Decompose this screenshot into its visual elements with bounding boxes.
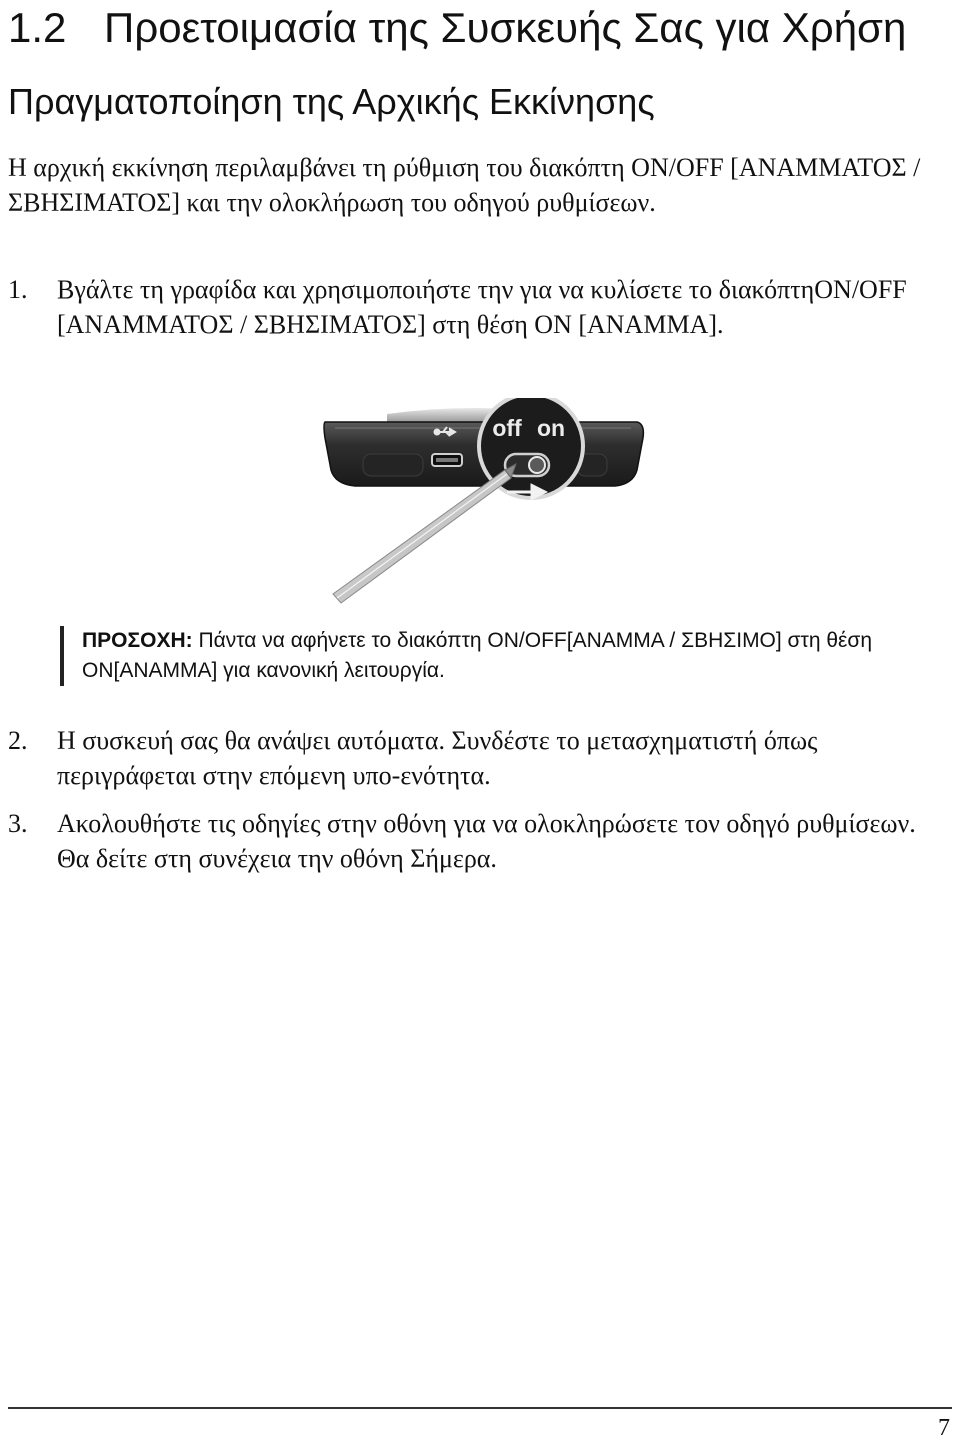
step-3 bbox=[8, 806, 948, 876]
device-switch-illustration bbox=[315, 398, 650, 608]
footer-divider bbox=[8, 1407, 952, 1409]
step-number: 2. bbox=[8, 726, 28, 755]
on-label: on bbox=[536, 415, 566, 441]
caution-note bbox=[60, 626, 952, 686]
device-switch-drawing bbox=[315, 398, 650, 608]
caution-label: ΠΡΟΣΟΧΗ: bbox=[82, 629, 193, 652]
intro-paragraph: Η αρχική εκκίνηση περιλαμβάνει τη ρύθμιση του διακόπτη ON/OFF [ΑΝΑΜΜΑΤΟΣ / ΣΒΗΣΙΜΑΤΟΣ] και την ολοκλήρωση του οδηγού ρυθμίσεων. bbox=[8, 153, 921, 217]
step-number: 1. bbox=[8, 275, 28, 304]
caution-text: Πάντα να αφήνετε το διακόπτη ON/OFF[ΑΝΑΜΜΑ / ΣΒΗΣΙΜΟ] στη θέση ON[ΑΝΑΜΜΑ] για κανονική λειτουργία. bbox=[82, 629, 873, 682]
section-title bbox=[8, 4, 906, 52]
step-text: Βγάλτε τη γραφίδα και χρησιμοποιήστε την για να κυλίσετε το διακόπτηON/OFF [ΑΝΑΜΜΑΤΟΣ / ΣΒΗΣΙΜΑΤΟΣ] στη θέση ON [ΑΝΑΜΜΑ]. bbox=[57, 275, 907, 339]
step-1 bbox=[8, 272, 948, 342]
page-number: 7 bbox=[938, 1415, 950, 1441]
section-number: 1.2 bbox=[8, 4, 67, 51]
step-text: Η συσκευή σας θα ανάψει αυτόματα. Συνδέστε το μετασχηματιστή όπως περιγράφεται στην επόμενη υπο-ενότητα. bbox=[57, 726, 818, 790]
switch-knob bbox=[529, 457, 545, 473]
step-text: Ακολουθήστε τις οδηγίες στην οθόνη για να ολοκληρώσετε τον οδηγό ρυθμίσεων. Θα δείτε στη συνέχεια την οθόνη Σήμερα. bbox=[57, 809, 916, 873]
subsection-title: Πραγματοποίηση της Αρχικής Εκκίνησης bbox=[8, 81, 655, 122]
step-number: 3. bbox=[8, 809, 28, 838]
off-label: off bbox=[492, 415, 522, 441]
step-2 bbox=[8, 723, 948, 793]
section-title-text: Προετοιμασία της Συσκευής Σας για Χρήση bbox=[104, 4, 907, 51]
